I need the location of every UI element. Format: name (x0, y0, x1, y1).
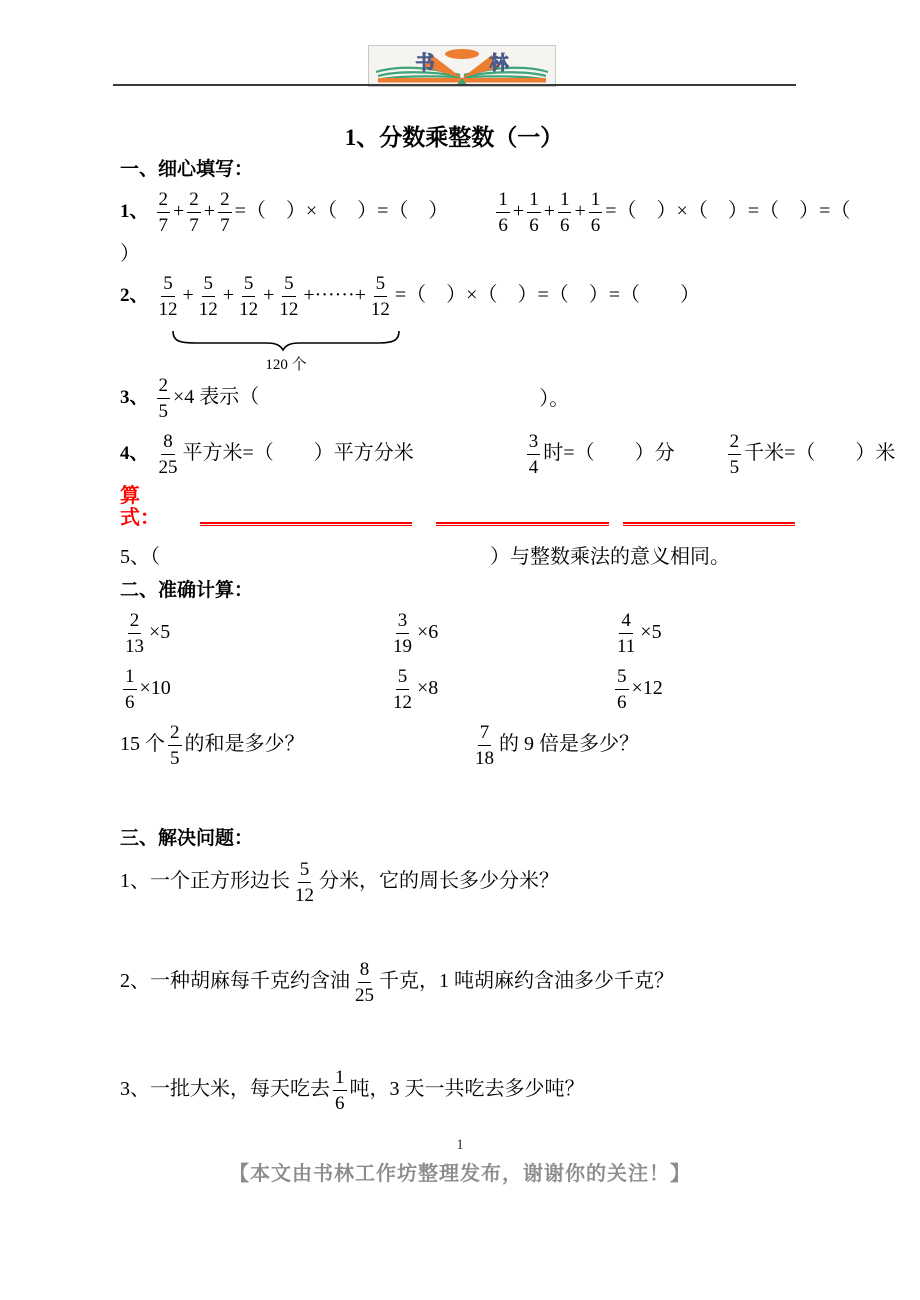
problem-1-expression-b: $\frac{1}{6}$ + $\frac{1}{6}$ + $\frac{1}{6}$ + $\frac{1}{6}$ =（ ）×（ ）=（ ）=（ (498, 189, 851, 237)
problem-4-label: 4、 (120, 443, 149, 465)
problem-4-row (120, 429, 896, 481)
calc-row-3 (120, 719, 795, 771)
problem-4-part1: $\frac{8}{25}$ 平方米=（ ）平方分米 (158, 431, 414, 479)
solve-problem-3-text: 3、一批大米，每天吃去 $\frac{1}{6}$ 吨，3 天一共吃去多少吨？ (120, 1066, 585, 1114)
publisher-logo (368, 45, 556, 87)
solve-problem-3 (120, 1064, 795, 1116)
section1-heading: 一、细心填写： (120, 159, 254, 181)
problem-2-block (120, 271, 795, 373)
calc-1-2: $\frac{3}{19}$ ×6 (393, 609, 439, 657)
problem-5-row (120, 543, 795, 571)
calc-3-2: $\frac{7}{18}$ 的 9 倍是多少？ (475, 721, 639, 769)
problem-5-suffix: ）与整数乘法的意义相同。 (490, 545, 730, 568)
problem-5-prefix: 5、（ (120, 545, 160, 568)
logo-char-right: 林 (489, 53, 509, 74)
solve-problem-1-text: 1、一个正方形边长 $\frac{5}{12}$ 分米，它的周长多少分米？ (120, 858, 559, 906)
calc-row-1 (120, 607, 795, 659)
answer-line-2[interactable] (436, 522, 610, 526)
credit-line: 【本文由书林工作坊整理发布，谢谢你的关注！】 (229, 1163, 691, 1185)
section2-heading: 二、准确计算： (120, 579, 254, 601)
worksheet-title: 1、分数乘整数（一） (344, 125, 564, 150)
problem-3-closing: ）。 (539, 387, 570, 410)
calc-1-1: $\frac{2}{13}$ ×5 (125, 609, 171, 657)
logo-char-left: 书 (415, 53, 435, 74)
calc-3-1: 15 个 $\frac{2}{5}$ 的和是多少？ (120, 721, 305, 769)
underbrace-icon (170, 329, 402, 353)
calc-row-2 (120, 663, 795, 715)
page-number: 1 (456, 1137, 464, 1153)
problem-1-label: 1、 (120, 201, 149, 223)
problem-2-label: 2、 (120, 285, 149, 307)
problem-3-expression: $\frac{2}{5}$ ×4 表示（ (158, 375, 260, 423)
calc-2-2: $\frac{5}{12}$ ×8 (393, 665, 439, 713)
problem-2-expression: $\frac{5}{12}$ + $\frac{5}{12}$ + $\frac{5}{12}$ + $\frac{5}{12}$ +······+ $\frac{5}{12}$ =（ ）×（ ）=（ ）=（ ） (158, 273, 701, 321)
problem-1-row (120, 187, 851, 239)
header-divider (113, 84, 796, 86)
page-header (0, 0, 920, 86)
solve-problem-2 (120, 956, 795, 1008)
problem-3-row (120, 373, 795, 425)
calc-2-1: $\frac{1}{6}$ ×10 (125, 665, 171, 713)
book-forest-logo-icon (368, 45, 556, 87)
formula-label: 算式： (120, 484, 160, 529)
worksheet-body (0, 158, 920, 1116)
section3-heading: 三、解决问题： (120, 828, 254, 850)
problem-3-label: 3、 (120, 387, 149, 409)
solve-problem-1 (120, 856, 795, 908)
problem-4-part2: $\frac{3}{4}$ 时=（ ）分 (528, 431, 675, 479)
answer-line-3[interactable] (623, 522, 795, 526)
problem-1-continuation: ） (120, 242, 140, 265)
solve-problem-2-text: 2、一种胡麻每千克约含油 $\frac{8}{25}$ 千克，1 吨胡麻约含油多少千克？ (120, 958, 674, 1006)
calc-1-3: $\frac{4}{11}$ ×5 (617, 609, 662, 657)
problem-4-part3: $\frac{2}{5}$ 千米=（ ）米 (729, 431, 896, 479)
answer-line-1[interactable] (200, 522, 412, 526)
page-footer (0, 1136, 920, 1186)
calc-2-3: $\frac{5}{6}$ ×12 (617, 665, 663, 713)
problem-1-expression-a: $\frac{2}{7}$ + $\frac{2}{7}$ + $\frac{2}{7}$ =（ ）×（ ）=（ ） (158, 189, 449, 237)
formula-answer-row (120, 484, 795, 529)
problem-2-row (120, 271, 795, 323)
brace-count-label: 120 个 (265, 356, 307, 373)
